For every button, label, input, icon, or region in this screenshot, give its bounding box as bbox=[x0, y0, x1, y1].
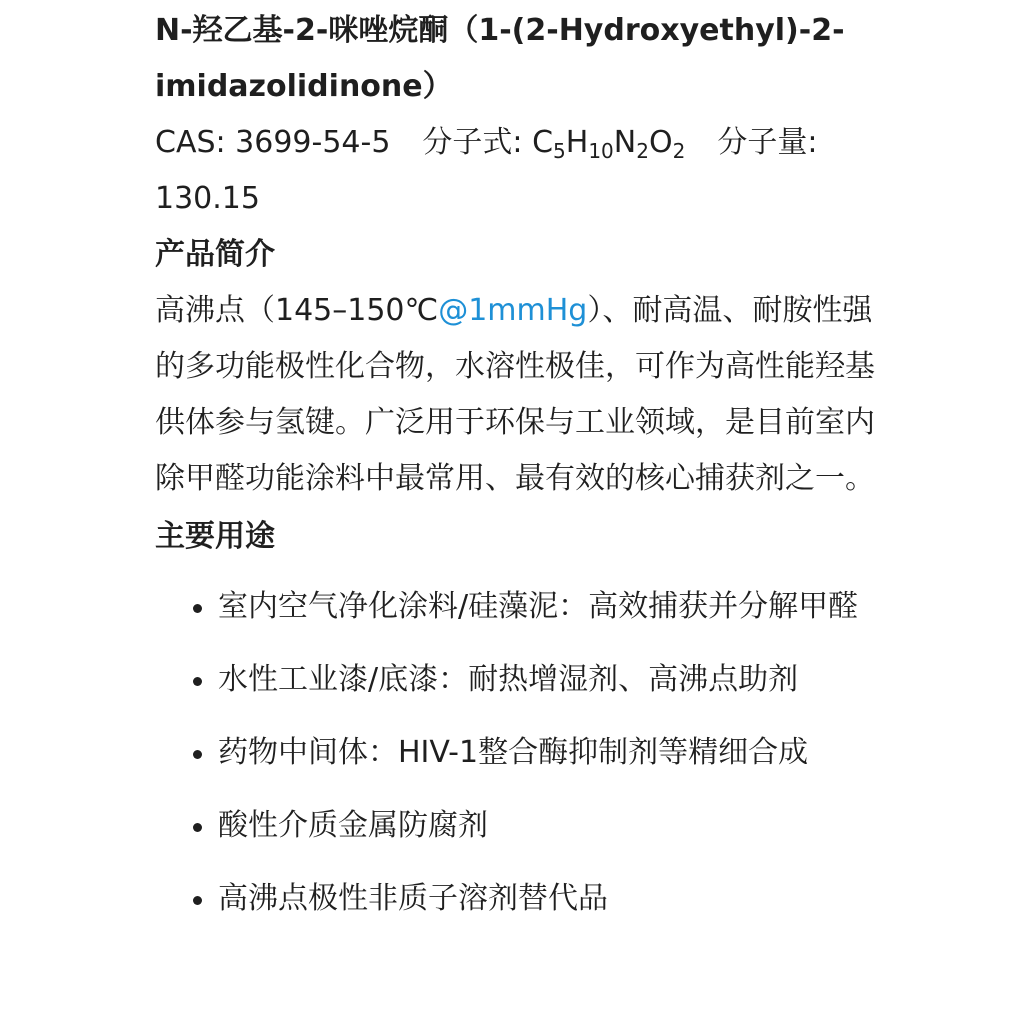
document bbox=[155, 0, 875, 944]
uses-list bbox=[155, 579, 875, 927]
bullet-icon bbox=[193, 604, 202, 613]
intro-heading: 产品简介 bbox=[155, 237, 275, 272]
list-item: 高沸点极性非质子溶剂替代品 bbox=[155, 871, 875, 927]
list-item: 酸性介质金属防腐剂 bbox=[155, 798, 875, 854]
list-item: 室内空气净化涂料/硅藻泥：高效捕获并分解甲醛 bbox=[155, 579, 875, 635]
molecular-formula: 分子式: $C_5H_{10}N_2O_2$ bbox=[422, 125, 686, 163]
product-title: N-羟乙基-2-咪唑烷酮（1-(2-Hydroxyethyl)-2-imidazolidinone） bbox=[155, 13, 845, 104]
uses-heading: 主要用途 bbox=[155, 519, 275, 554]
list-item: 水性工业漆/底漆：耐热增湿剂、高沸点助剂 bbox=[155, 652, 875, 708]
bullet-icon bbox=[193, 750, 202, 759]
pressure-link[interactable]: @1mmHg bbox=[438, 293, 588, 328]
bullet-icon bbox=[193, 896, 202, 905]
product-meta bbox=[155, 115, 875, 227]
list-item: 药物中间体：HIV-1整合酶抑制剂等精细合成 bbox=[155, 725, 875, 781]
intro-paragraph: 高沸点（145–150℃@1mmHg）、耐高温、耐胺性强的多功能极性化合物，水溶性极佳，可作为高性能羟基供体参与氢键。广泛用于环保与工业领域，是目前室内除甲醛功能涂料中最常用、最有效的核心捕获剂之一。 bbox=[155, 293, 875, 496]
bullet-icon bbox=[193, 823, 202, 832]
molecular-weight: 分子量: 130.15 bbox=[155, 125, 818, 216]
cas-number: CAS: 3699-54-5 bbox=[155, 125, 391, 160]
bullet-icon bbox=[193, 677, 202, 686]
